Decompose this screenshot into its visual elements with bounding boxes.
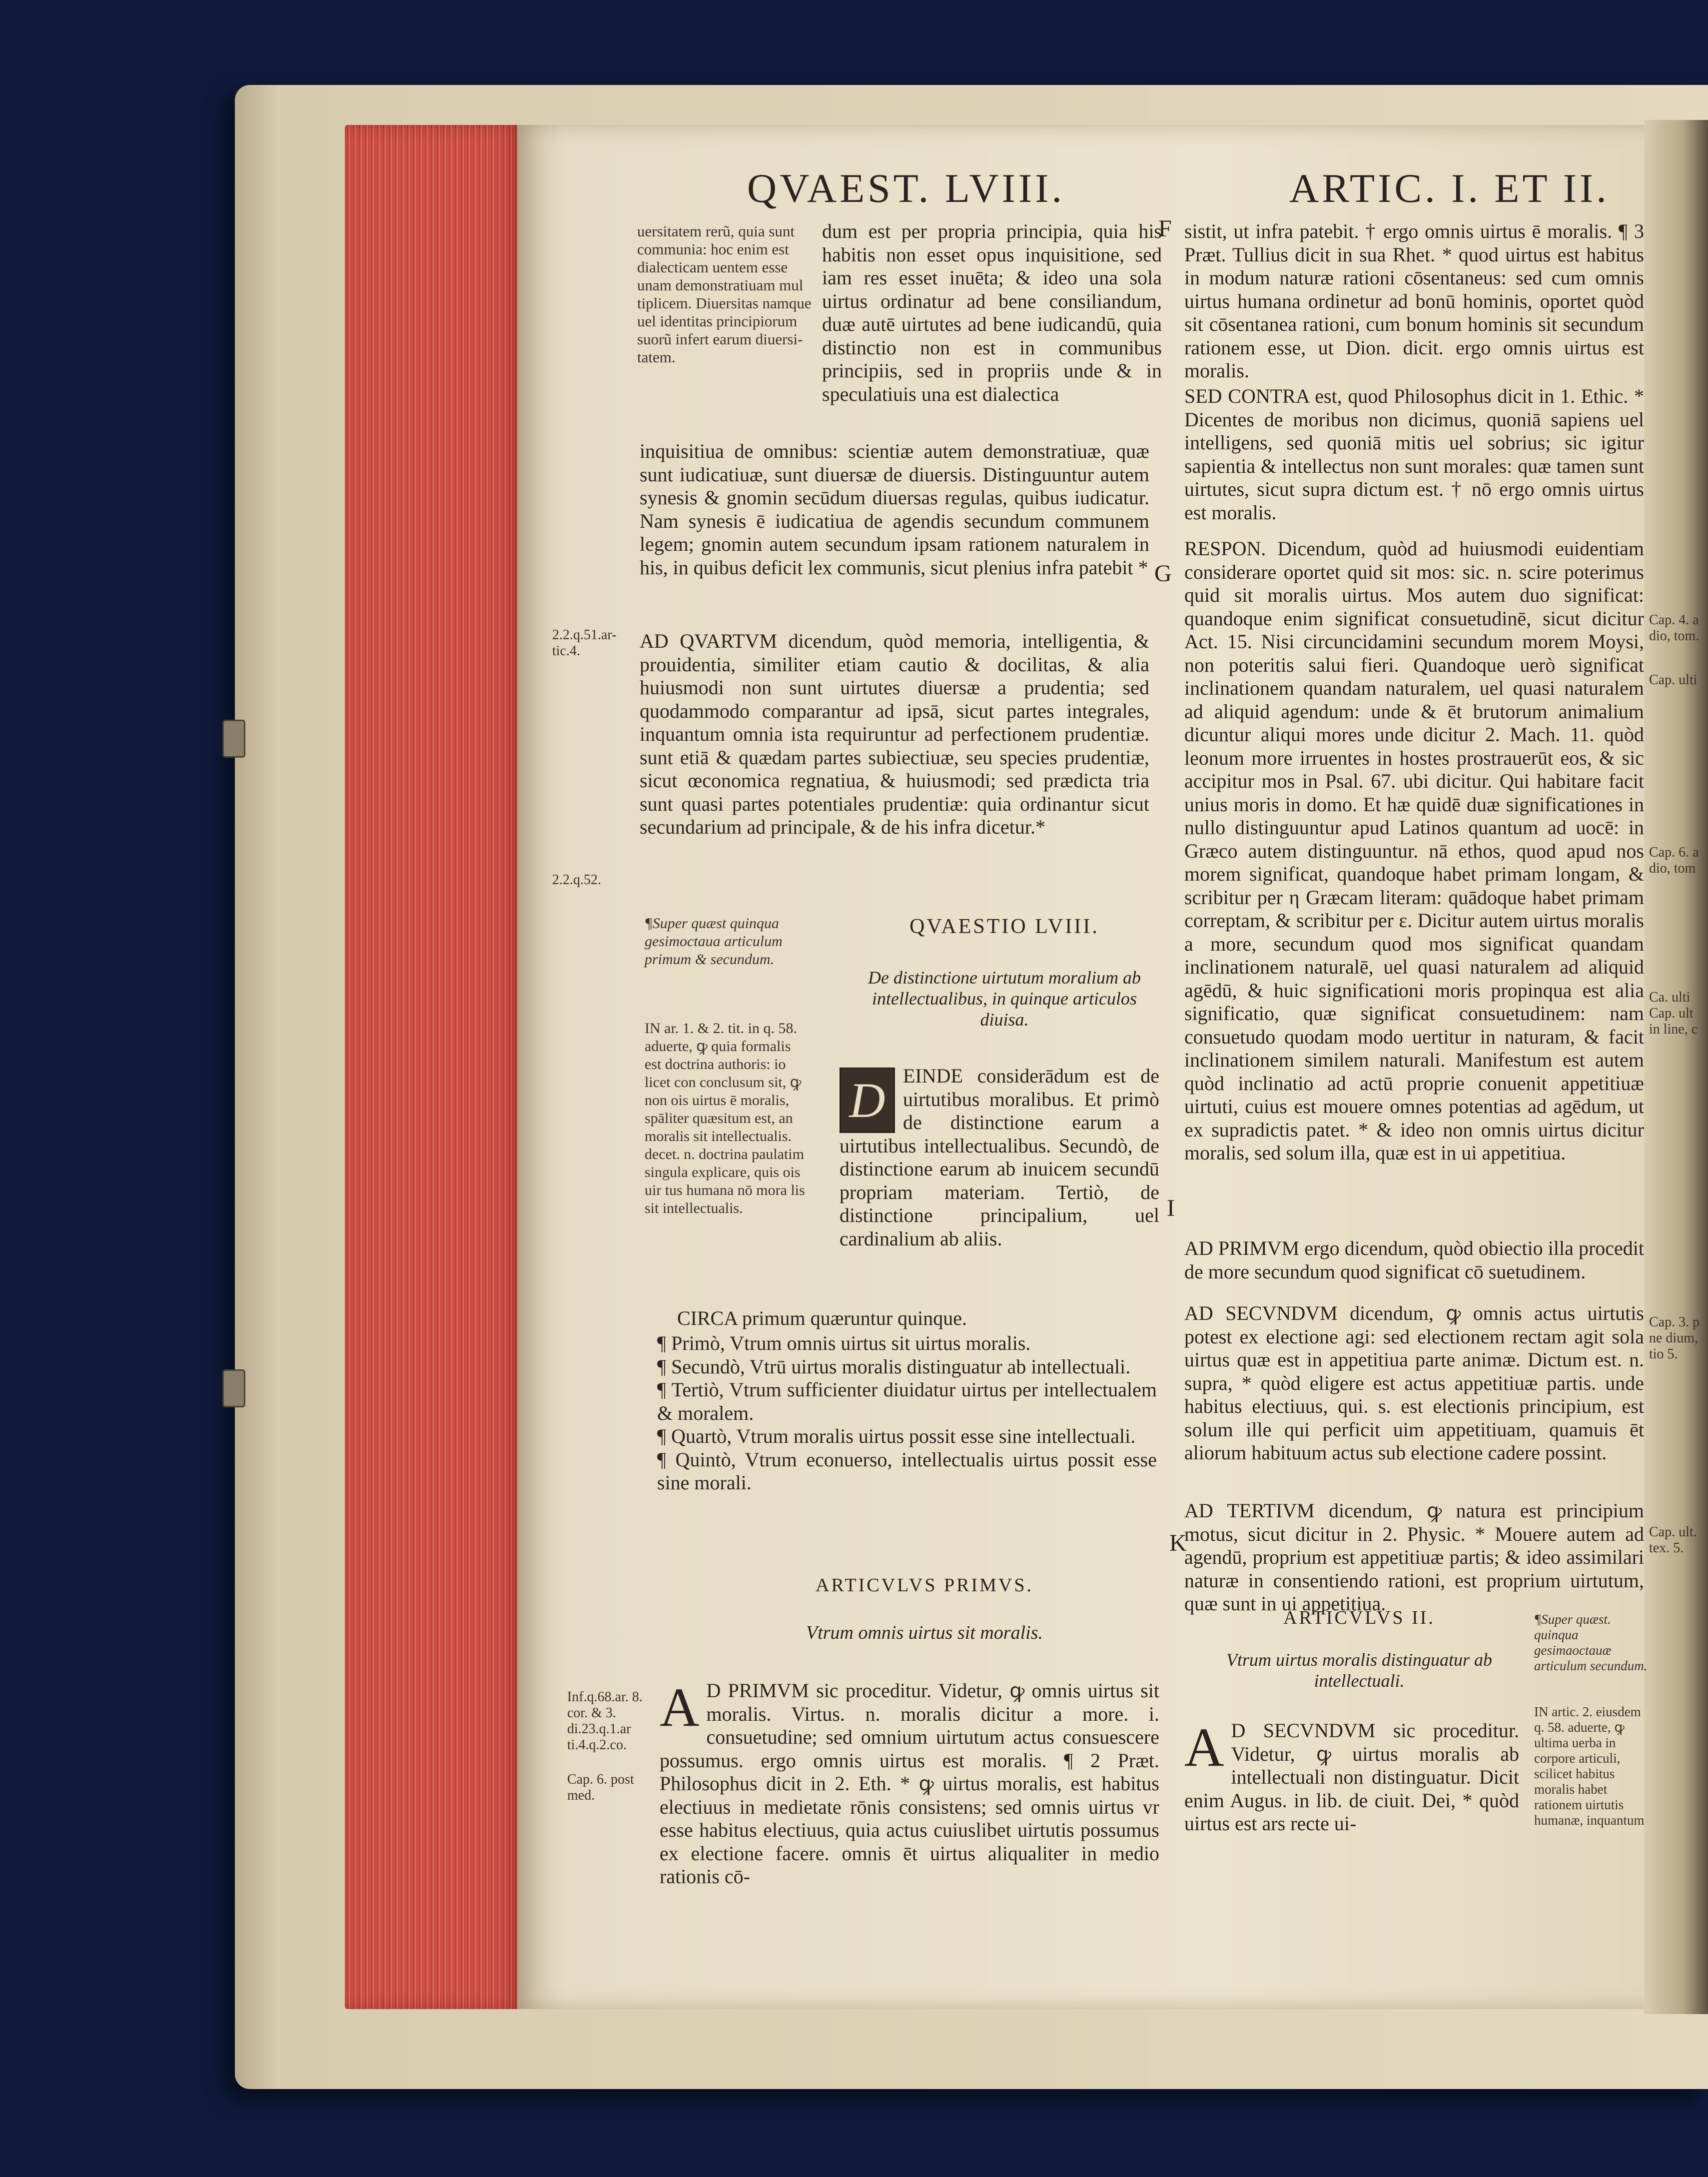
right-margin-note-2: Cap. ulti <box>1649 672 1698 688</box>
margin-letter-k: K <box>1169 1530 1187 1556</box>
right-margin-note-1: Cap. 4. a dio, tom. <box>1649 612 1700 644</box>
article-1-subtitle: Vtrum omnis uirtus sit moralis. <box>806 1622 1043 1643</box>
page-curl-shadow <box>1644 120 1708 2014</box>
right-margin-note-3: Cap. 6. a dio, tom <box>1649 845 1699 876</box>
clasp-top <box>222 720 245 758</box>
margin-letter-g: G <box>1154 560 1172 587</box>
right-margin-note-5: Cap. 3. p ne dium, tio 5. <box>1649 1314 1700 1362</box>
list-item: ¶ Secundò, Vtrū uirtus moralis distinguatur ab intellectuali. <box>657 1355 1131 1378</box>
right-text-6: AD TERTIVM dicendum, ꝙ natura est principium motus, sicut dicitur in 2. Physic. * Mouere autem ad agendū, proprium est appetitiuæ partis; & ideo assimilari naturæ in consentiendo rationi, est proprium uirtutum, quæ sunt in ui appetitiua. <box>1184 1499 1644 1615</box>
article-1-title: ARTICVLVS PRIMVS. <box>816 1575 1033 1596</box>
article-2-title: ARTICVLVS II. <box>1283 1607 1435 1628</box>
right-margin-note-6: Cap. ult. tex. 5. <box>1649 1524 1697 1556</box>
question-list <box>657 1332 1157 1495</box>
margin-ref-1: 2.2.q.51.ar-tic.4. <box>552 627 617 659</box>
margin-ref-3: Inf.q.68.ar. 8. cor. & 3. di.23.q.1.ar ti.4.q.2.co. <box>567 1689 643 1753</box>
margin-letter-i: I <box>1167 1195 1175 1221</box>
margin-letter-f: F <box>1158 215 1172 242</box>
intro-margin-note: uersitatem rerũ, quia sunt communia: hoc enim est dialecticam uentem esse unam demonstratiuam mul tiplicem. Diuersitas namque uel identitas principiorum suorũ infert earum diuersi-tatem. <box>637 222 812 366</box>
list-item: ¶ Quintò, Vtrum econuerso, intellectualis uirtus possit esse sine morali. <box>657 1448 1157 1494</box>
article-2-text: A D SECVNDVM sic proceditur. Videtur, ꝙ uirtus moralis ab intellectuali non distinguatur. Dicit enim Augus. in lib. de ciuit. Dei, * quòd uirtus est ars recte ui- <box>1184 1717 1519 1835</box>
article-1-text: A D PRIMVM sic proceditur. Videtur, ꝙ omnis uirtus sit moralis. Virtus. n. moralis dicitur a more. i. consuetudine; sed omnium uirtutum actus consuescere possumus. ergo omnis uirtus est moralis. ¶ 2 Præt. Philosophus dicit in 2. Eth. * ꝙ uirtus moralis, est habitus electiuus in medietate rōnis consistens; sed omnis uirtus vr esse habitus electiuus, quia actus cuiuslibet uirtutis possumus ex electione facere. omnis ēt uirtus aliqualiter in medio rationis cō- <box>660 1677 1159 1888</box>
list-item: ¶ Tertiò, Vtrum sufficienter diuidatur uirtus per intellectualem & moralem. <box>657 1378 1157 1424</box>
question-subtitle: De distinctione uirtutum moralium ab intellectualibus, in quinque articulos diuisa. <box>868 968 1141 1030</box>
question-note-body: IN ar. 1. & 2. tit. in q. 58. aduerte, ꝙ quia formalis est doctrina authoris: io licet con conclusum sit, ꝙ non ois uirtus ē moralis, spāliter quæsitum est, an moralis sit intellectualis. decet. n. doctrina paulatim singula explicare, quis ois uir tus humana nō mora lis sit intellectualis. <box>645 1020 805 1216</box>
red-page-edges <box>345 125 522 2009</box>
right-text-1: sistit, ut infra patebit. † ergo omnis uirtus ē moralis. ¶ 3 Præt. Tullius dicit in sua Rhet. * quod uirtus est habitus in modum naturæ rationi cōsentaneus: sed cum omnis uirtus humana ordinetur ad bonū hominis, oportet quòd sit cōsentanea rationi, cum bonum hominis sit secundum rationem esse, ut Dion. dicit. ergo omnis uirtus est moralis. <box>1184 220 1644 382</box>
question-list-head: CIRCA primum quæruntur quinque. <box>677 1307 967 1329</box>
right-text-3: RESPON. Dicendum, quòd ad huiusmodi euidentiam considerare oportet quid sit mos: sic. n. scire poterimus quid sit moralis uirtus. Mos autem duo significat: quandoque enim significat consuetudinē, sicut dicitur Act. 15. Nisi circuncidamini secundum morem Moysi, non poteritis salui fieri. Quandoque uerò significat inclinationem quandam naturalem, uel quasi naturalem ad aliquid agendum: unde & ēt brutorum animalium dicuntur aliqui mores unde dicitur 2. Mach. 11. quòd leonum more irruentes in hostes prostrauerūt eos, & sic accipitur mos in Psal. 67. ubi dicitur. Qui habitare facit unius moris in domo. Et hæ quidē duæ significationes in nullo distinguuntur apud Latinos quantum ad uocē: in Græco autem distinguuntur. nā ethos, quod apud nos morem significat, quandoque habet primam longam, & scribitur per η Græcam literam: quādoque habet primam correptam, & scribitur per ε. Dicitur autem uirtus moralis a more, secundum quod mos significat quandam inclinationem naturalē, uel quasi naturalem ad aliquid agēdū, & huic significationi moris propinqua est alia significatio, quæ significat consuetudinem: nam consuetudo quodam modo uertitur in naturam, & facit inclinationem similem naturali. Manifestum est autem quòd inclinatio ad actū proprie conuenit appetitiuæ uirtuti, cuius est mouere omnes potentias ad agēdum, ut ex supradictis patet. * & ideo non omnis uirtus dicitur moralis, sed solum illa, quæ est in ui appetitiua. <box>1184 537 1644 1164</box>
clasp-bottom <box>222 1369 245 1407</box>
question-title: QVAESTIO LVIII. <box>909 915 1099 938</box>
left-intro-text: dum est per propria principia, quia his habitis non esset opus inquisitione, sed iam res esset inuēta; & ideo una sola uirtus ordinatur ad bene consiliandum, duæ autē uirtutes ad bene iudicandū, quia distinctio non est in communibus principiis, sed in propriis unde & in speculatiuis una est dialectica <box>822 220 1162 405</box>
list-item: ¶ Primò, Vtrum omnis uirtus sit uirtus moralis. <box>657 1332 1031 1354</box>
margin-ref-4: Cap. 6. post med. <box>567 1772 634 1803</box>
header-right: ARTIC. I. ET II. <box>1289 165 1610 211</box>
question-note-title: ¶Super quæst quinqua gesimoctaua articulum primum & secundum. <box>645 915 783 968</box>
decorated-initial-d: D <box>840 1068 895 1133</box>
right-text-2: SED CONTRA est, quod Philosophus dicit in 1. Ethic. * Dicentes de moribus non dicimus, quoniā sapiens uel intelligens, sed quoniā mitis uel sobrius; sic igitur sapientia & intellectus non sunt morales: quæ tamen sunt uirtutes, sicut supra dictum est. † nō ergo omnis uirtus est moralis. <box>1184 385 1644 524</box>
left-para-1: inquisitiua de omnibus: scientiæ autem demonstratiuæ, quæ sunt iudicatiuæ, sunt diuersæ de diuersis. Distinguuntur autem synesis & gnomin secūdum diuersas regulas, quibus iudicatur. Nam synesis ē iudicatiua de agendis secundum communem legem; gnomin autem secundum ipsam rationem naturalem in his, in quibus deficit lex communis, sicut plenius infra patebit * <box>640 440 1149 579</box>
right-margin-note-8: IN artic. 2. eiusdem q. 58. aduerte, ꝙ ultima uerba in corpore articuli, scilicet habitus moralis habet rationem uirtutis humanæ, inquantum <box>1534 1704 1645 1828</box>
right-text-5: AD SECVNDVM dicendum, ꝙ omnis actus uirtutis potest ex electione agi: sed electionem rectam agit sola uirtus quæ est in appetitiua parte animæ. Dictum est. n. supra, * quòd eligere est actus appetitiuæ partis. unde habitus electiuus, qui. s. est electionis principium, est solum ille qui perficit uim appetitiuam, quamuis ēt aliorum habituum actus sub electione cadere possint. <box>1184 1302 1644 1464</box>
header-left: QVAEST. LVIII. <box>747 165 1065 211</box>
initial-a: A <box>660 1677 700 1738</box>
list-item: ¶ Quartò, Vtrum moralis uirtus possit esse sine intellectuali. <box>657 1425 1136 1447</box>
initial-a-2: A <box>1184 1717 1224 1778</box>
margin-ref-2: 2.2.q.52. <box>552 872 601 888</box>
right-text-4: AD PRIMVM ergo dicendum, quòd obiectio illa procedit de more secundum quod significat cō suetudinem. <box>1184 1237 1644 1283</box>
right-margin-note-4: Ca. ulti Cap. ult in line, c <box>1649 990 1698 1037</box>
left-para-2: AD QVARTVM dicendum, quòd memoria, intelligentia, & prouidentia, similiter etiam cautio & docilitas, & alia huiusmodi non sunt uirtutes diuersæ a prudentia; sed quodammodo comparantur ad ipsā, sicut partes integrales, inquantum omnia ista requiruntur ad perfectionem prudentiæ. sunt etiā & quædam partes subiectiuæ, seu species prudentiæ, sicut œconomica regnatiua, & huiusmodi; sed prædicta tria sunt quasi partes potentiales prudentiæ: quia ordinantur sicut secundarium ad principale, & de his infra dicetur.* <box>640 630 1149 838</box>
article-2-subtitle: Vtrum uirtus moralis distinguatur ab intellectuali. <box>1226 1650 1493 1691</box>
right-margin-note-7: ¶Super quæst. quinqua gesimaoctauæ articulum secundum. <box>1534 1612 1648 1673</box>
question-intro: D EINDE considerādum est de uirtutibus moralibus. Et primò de distinctione earum a uirtutibus intellectualibus. Secundò, de distinctione earum ab inuicem secundū propriam materiam. Tertiò, de distinctione principalium, uel cardinalium ab aliis. <box>840 1065 1159 1250</box>
